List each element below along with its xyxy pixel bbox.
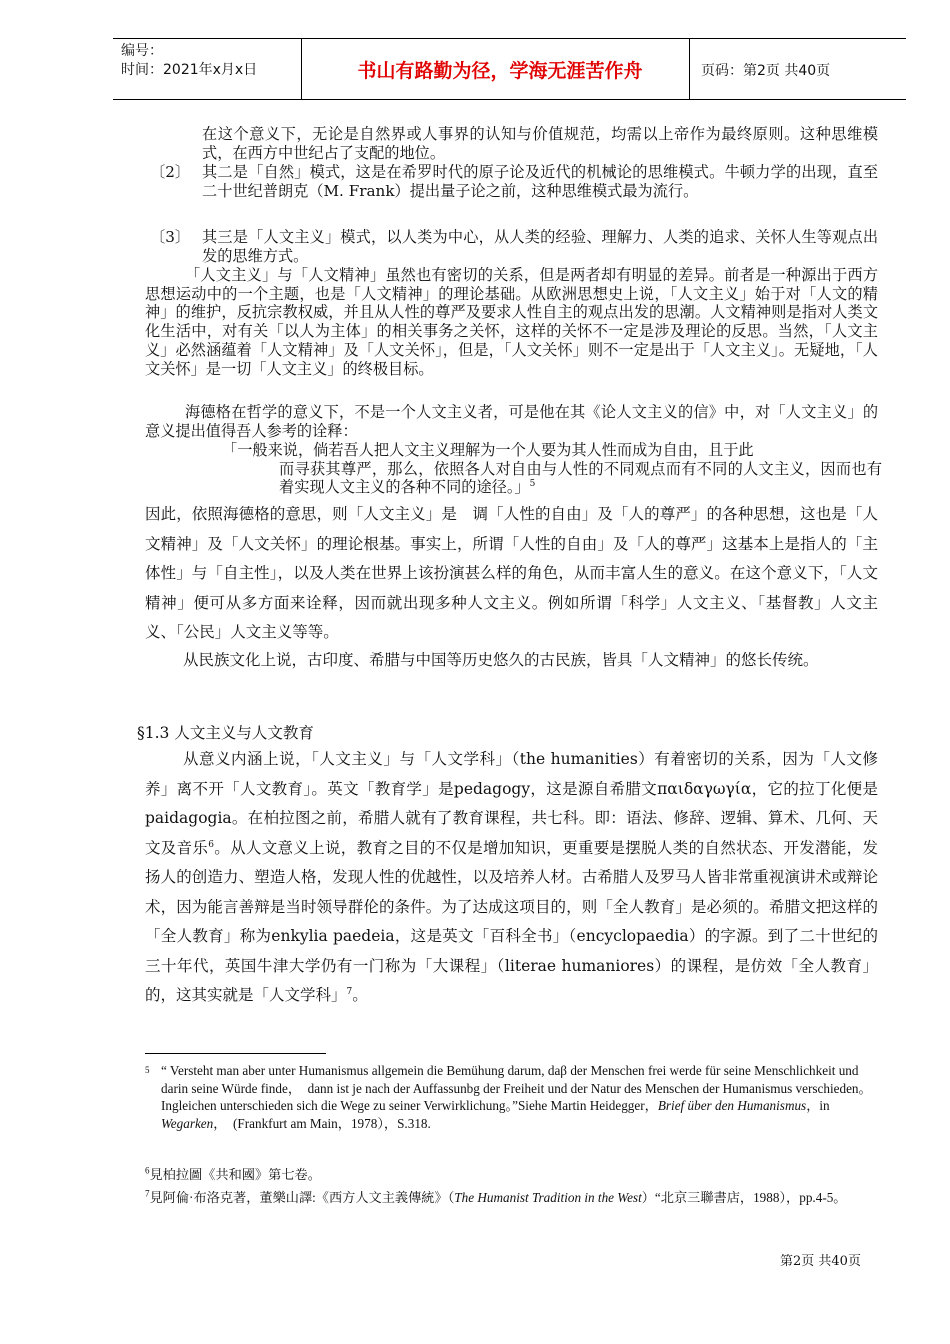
header-top-rule xyxy=(113,38,906,39)
footnote-5-publication: Wegarken xyxy=(161,1115,214,1131)
footnote-5: 5 “ Versteht man aber unter Humanismus allgemein die Bemühung darum, daβ der Menschen frei werde für seine Menschlichkeit und darin seine Würde finde， dann ist je nach der Auffassunbg der Freiheit und der Natur des Menschen der Humanismus verschieden。 Ingleichen unterschieden sich die Wege zu seiner Verwirklichung。”Siehe Martin Heidegger，Brief über den Humanismus，in Wegarken， (Frankfurt am Main，1978），S.318. xyxy=(145,1062,881,1132)
paragraph-therefore: 因此，依照海德格的意思，则「人文主义」是 调「人性的自由」及「人的尊严」的各种思想，这也是「人文精神」及「人文关怀」的理论根基。事实上，所谓「人性的自由」及「人的尊严」这基本上是指人的「主体性」与「自主性」，以及人类在世界上该扮演甚么样的角色，从而丰富人生的意义。在这个意义下，「人文精神」便可从多方面来诠释，因而就出现多种人文主义。例如所谓「科学」人文主义、「基督教」人文主义、「公民」人文主义等等。 xyxy=(145,505,878,641)
footnote-7-text-a: 見阿倫·布洛克著，董樂山譯:《西方人文主義傳統》（ xyxy=(149,1190,455,1205)
page-footer: 第2页 共40页 xyxy=(780,1254,861,1269)
footnote-5-body xyxy=(145,1062,881,1132)
quote-continuation xyxy=(222,460,882,497)
education-text-b: 。从人文意义上说，教育之目的不仅是增加知识，更重要是摆脱人类的自然状态、开发潜能，发扬人的创造力、塑造人格，发现人性的优越性，以及培养人材。古希腊人及罗马人皆非常重视演讲术或辩论术，因为能言善辩是当时领导群伦的条件。为了达成这项目的，则「全人教育」是必须的。希腊文把这样的「全人教育」称为enkylia paedeia，这是英文「百科全书」（encyclopaedia）的字源。到了二十世纪的三十年代，英国牛津大学仍有一门称为「大课程」（literae humaniores）的课程，是仿效「全人教育」的，这其实就是「人文学科」 xyxy=(145,838,878,1004)
paragraph-education xyxy=(145,745,878,1011)
section-title: §1.3 人文主义与人文教育 xyxy=(137,724,314,742)
footnote-5-text-b: ，in xyxy=(806,1098,830,1114)
header-time-label: 时间：2021年x月x日 xyxy=(121,62,258,78)
header-divider-left xyxy=(301,38,302,100)
footnote-7-number: 7 xyxy=(145,1188,150,1199)
footnote-7-title: The Humanist Tradition in the West xyxy=(454,1190,642,1205)
block-quote-heidegger xyxy=(222,441,882,497)
footnote-5-text-c: ， (Frankfurt am Main，1978），S.318. xyxy=(213,1115,431,1131)
header-motto: 书山有路勤为径，学海无涯苦作舟 xyxy=(357,60,643,82)
footnote-ref-5: 5 xyxy=(529,479,536,490)
page-header xyxy=(113,38,906,100)
footnote-5-text-a: “ Versteht man aber unter Humanismus allgemein die Bemühung darum, daβ der Menschen frei werde für seine Menschlichkeit und darin seine Würde finde， dann ist je nach der Auffassunbg der Freiheit und der Natur des Menschen der Humanismus verschieden。 Ingleichen unterschieden sich die Wege zu seiner Verwirklichung。”Siehe Martin Heidegger， xyxy=(161,1063,872,1114)
header-divider-right xyxy=(689,38,690,100)
quote-first-line: 「一般来说，倘若吾人把人文主义理解为一个人要为其人性而成为自由，且于此 xyxy=(222,441,754,459)
footnote-6-text: 見柏拉圖《共和國》第七卷。 xyxy=(149,1167,321,1182)
paragraph-humanism-vs-spirit: 「人文主义」与「人文精神」虽然也有密切的关系，但是两者却有明显的差异。前者是一种源出于西方思想运动中的一个主题，也是「人文精神」的理论基础。从欧洲思想史上说，「人文主义」始于对「人文的精神」的维护，反抗宗教权威，并且从人性的尊严及要求人性自主的观点出发的思潮。人文精神则是指对人类文化生活中，对有关「以人为主体」的相关事务之关怀，这样的关怀不一定是涉及理论的反思。当然，「人文主义」必然涵蕴着「人文精神」及「人文关怀」，但是，「人文关怀」则不一定是出于「人文主义」。无疑地，「人文关怀」是一切「人文主义」的终极目标。 xyxy=(145,266,878,378)
item-humanism-model: 其三是「人文主义」模式，以人类为中心，从人类的经验、理解力、人类的追求、关怀人生等观点出发的思维方式。 xyxy=(202,228,878,265)
paragraph-god-model: 在这个意义下，无论是自然界或人事界的认知与价值规范，均需以上帝作为最终原则。这种思维模式，在西方中世纪占了支配的地位。 xyxy=(202,125,878,162)
header-number-label: 编号： xyxy=(121,43,163,59)
paragraph-national-culture: 从民族文化上说，古印度、希腊与中国等历史悠久的古民族，皆具「人文精神」的悠长传统。 xyxy=(183,651,819,669)
quote-rest: 而寻获其尊严，那么，依照各人对自由与人性的不同观点而有不同的人文主义，因而也有着实现人文主义的各种不同的途径。」 xyxy=(279,459,882,497)
footnote-6 xyxy=(145,1166,881,1184)
footnote-5-title: Brief über den Humanismus xyxy=(657,1098,807,1114)
item-nature-model: 其二是「自然」模式，这是在希罗时代的原子论及近代的机械论的思维模式。牛顿力学的出现，直至二十世纪普朗克（M. Frank）提出量子论之前，这种思维模式最为流行。 xyxy=(202,163,878,200)
footnote-ref-6: 6 xyxy=(208,839,214,850)
header-meta xyxy=(121,42,257,80)
paragraph-heidegger: 海德格在哲学的意义下，不是一个人文主义者，可是他在其《论人文主义的信》中，对「人文主义」的意义提出值得吾人参考的诠释： xyxy=(145,403,878,440)
footnote-7-text-b: ）“北京三聯書店，1988），pp.4-5。 xyxy=(641,1190,847,1205)
footnote-separator xyxy=(145,1053,326,1054)
header-bottom-rule xyxy=(113,99,906,100)
footnote-6-number: 6 xyxy=(145,1165,150,1176)
education-text-a: 从意义内涵上说，「人文主义」与「人文学科」（the humanities）有着密切的关系，因为「人文修养」离不开「人文教育」。英文「教育学」是pedagogy，这是源自希腊文παιδαγωγία，它的拉丁化便是paidagogia。在柏拉图之前，希腊人就有了教育课程，共七科。即：语法、修辞、逻辑、算术、几何、天文及音乐 xyxy=(145,750,878,857)
item-number-3: 〔3〕 xyxy=(150,228,191,246)
header-page-label: 页码：第2页 共40页 xyxy=(701,63,831,79)
item-number-2: 〔2〕 xyxy=(150,163,191,181)
footnote-7 xyxy=(145,1189,881,1207)
footnote-ref-7: 7 xyxy=(346,986,353,997)
education-text-end: 。 xyxy=(352,986,368,1004)
